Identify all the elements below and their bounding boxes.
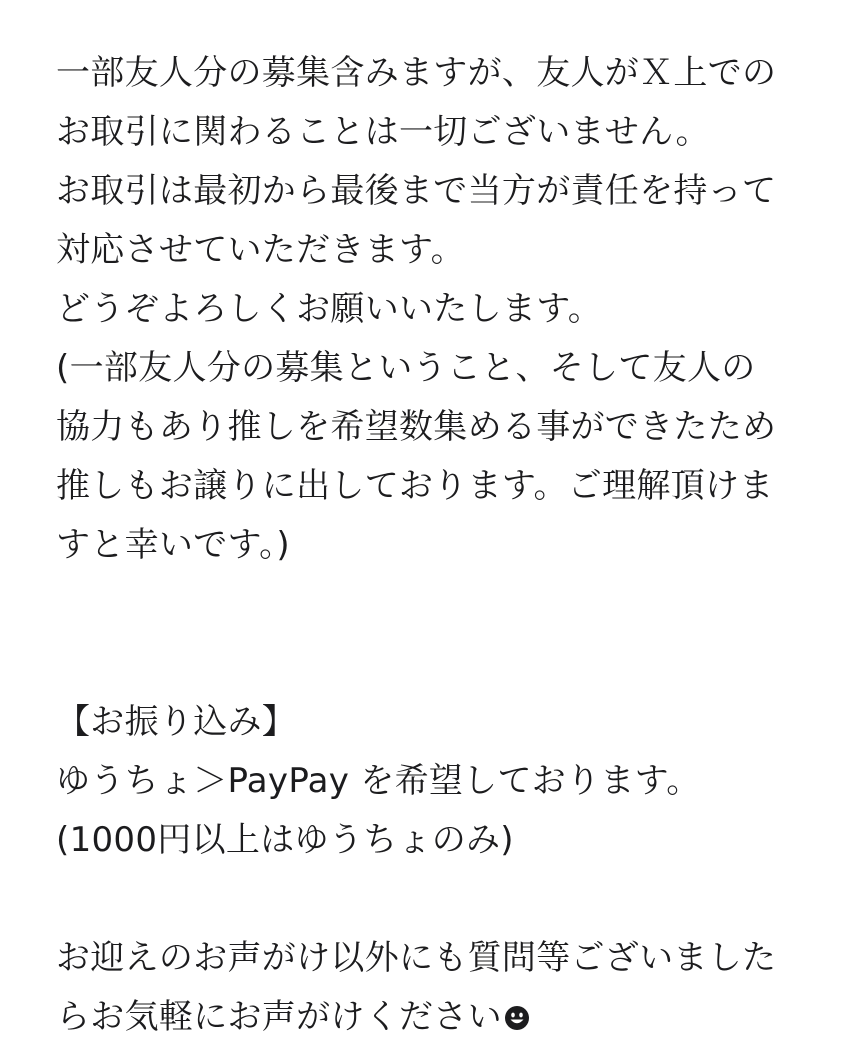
payment-heading: 【お振り込み】 <box>56 702 297 742</box>
intro-line-4: 対応させていただきます。 <box>56 230 465 270</box>
intro-line-2: お取引に関わることは一切ございません。 <box>56 112 710 152</box>
intro-line-8: 推しもお譲りに出しております。ご理解頂けま <box>56 466 774 506</box>
intro-line-5: どうぞよろしくお願いいたします。 <box>56 289 603 329</box>
blank-line <box>56 634 826 693</box>
intro-line-7: 協力もあり推しを希望数集める事ができたため <box>56 407 777 447</box>
closing-line-2-text: らお気軽にお声がけください <box>56 997 502 1037</box>
payment-line-1: ゆうちょ＞PayPay を希望しております。 <box>56 761 701 801</box>
closing-line-2 <box>56 988 826 1047</box>
intro-line-1: 一部友人分の募集含みますが、友人がＸ上での <box>56 53 777 93</box>
payment-line-2: (1000円以上はゆうちょのみ) <box>56 820 514 860</box>
smiling-face-icon <box>504 1005 530 1031</box>
intro-line-3: お取引は最初から最後まで当方が責任を持って <box>56 171 777 211</box>
closing-line-1: お迎えのお声がけ以外にも質問等ございました <box>56 938 777 978</box>
intro-line-6: (一部友人分の募集ということ、そして友人の <box>56 348 756 388</box>
intro-line-9: すと幸いです。) <box>56 525 290 565</box>
blank-line <box>56 870 826 929</box>
note-body <box>56 44 826 1047</box>
blank-line <box>56 575 826 634</box>
